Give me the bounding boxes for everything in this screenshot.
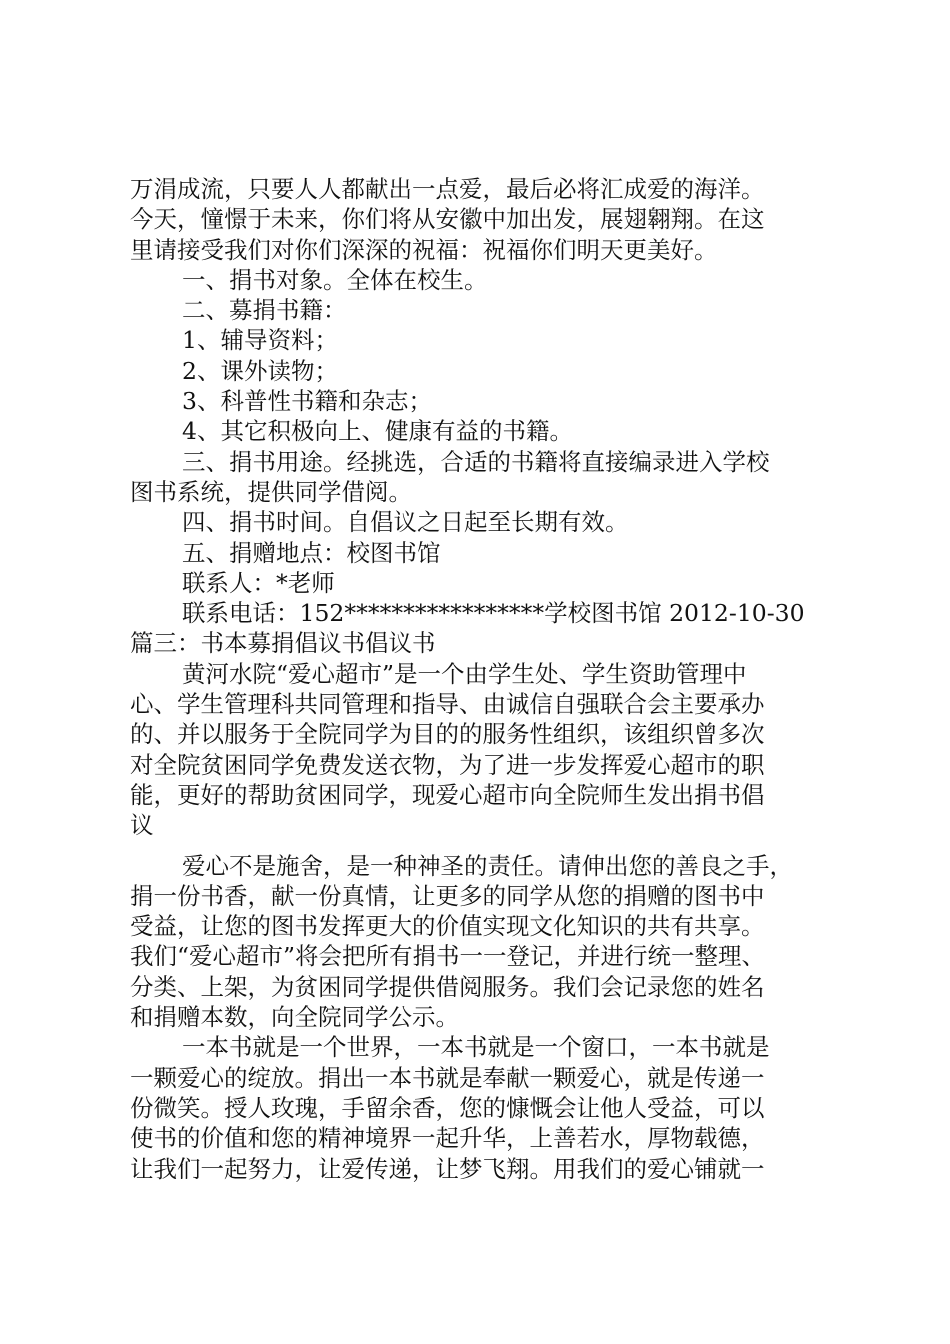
text-line: 和捐赠本数，向全院同学公示。 [130, 1003, 459, 1032]
text-line: 的、并以服务于全院同学为目的的服务性组织，该组织曾多次 [130, 720, 765, 749]
text-line: 心、学生管理科共同管理和指导、由诚信自强联合会主要承办 [130, 690, 765, 719]
text-line: 一颗爱心的绽放。捐出一本书就是奉献一颗爱心，就是传递一 [130, 1063, 765, 1092]
text-line: 联系人：*老师 [182, 568, 335, 597]
text-line: 篇三：书本募捐倡议书倡议书 [130, 629, 436, 658]
text-line: 让我们一起努力，让爱传递，让梦飞翔。用我们的爱心铺就一 [130, 1154, 765, 1183]
text-line: 一本书就是一个世界，一本书就是一个窗口，一本书就是 [182, 1033, 770, 1062]
text-line: 三、捐书用途。经挑选，合适的书籍将直接编录进入学校 [182, 447, 770, 476]
document-body [130, 174, 835, 1184]
text-line: 受益，让您的图书发挥更大的价值实现文化知识的共有共享。 [130, 912, 765, 941]
text-line: 我们“爱心超市”将会把所有捐书一一登记，并进行统一整理、 [130, 942, 766, 971]
text-line: 四、捐书时间。自倡议之日起至长期有效。 [182, 508, 629, 537]
text-line: 黄河水院“爱心超市”是一个由学生处、学生资助管理中 [182, 659, 747, 688]
text-line: 使书的价值和您的精神境界一起升华，上善若水，厚物载德， [130, 1124, 765, 1153]
text-line: 分类、上架，为贫困同学提供借阅服务。我们会记录您的姓名 [130, 972, 765, 1001]
text-line: 1、辅导资料； [182, 326, 338, 355]
text-line: 图书系统，提供同学借阅。 [130, 477, 412, 506]
text-line: 二、募捐书籍： [182, 296, 347, 325]
text-line: 里请接受我们对你们深深的祝福：祝福你们明天更美好。 [130, 235, 718, 264]
text-line: 捐一份书香，献一份真情，让更多的同学从您的捐赠的图书中 [130, 881, 765, 910]
text-line: 对全院贫困同学免费发送衣物，为了进一步发挥爱心超市的职 [130, 750, 765, 779]
document-page [130, 174, 835, 1184]
text-line: 联系电话：152*****************学校图书馆 2012-10-30 [182, 599, 805, 628]
text-line: 万涓成流，只要人人都献出一点爱，最后必将汇成爱的海洋。 [130, 175, 765, 203]
text-line: 今天，憧憬于未来，你们将从安徽中加出发，展翅翱翔。在这 [130, 205, 765, 234]
text-line: 4、其它积极向上、健康有益的书籍。 [182, 417, 573, 446]
text-line: 议 [130, 811, 154, 840]
paragraph-gap [130, 841, 835, 851]
text-line: 五、捐赠地点：校图书馆 [182, 538, 441, 567]
text-line: 3、科普性书籍和杂志； [182, 387, 432, 416]
text-line: 2、课外读物； [182, 356, 338, 385]
text-line: 能，更好的帮助贫困同学，现爱心超市向全院师生发出捐书倡 [130, 780, 765, 809]
text-line: 一、捐书对象。全体在校生。 [182, 265, 488, 294]
text-line: 爱心不是施舍，是一种神圣的责任。请伸出您的善良之手， [182, 851, 793, 880]
text-line: 份微笑。授人玫瑰，手留余香，您的慷慨会让他人受益，可以 [130, 1093, 765, 1122]
